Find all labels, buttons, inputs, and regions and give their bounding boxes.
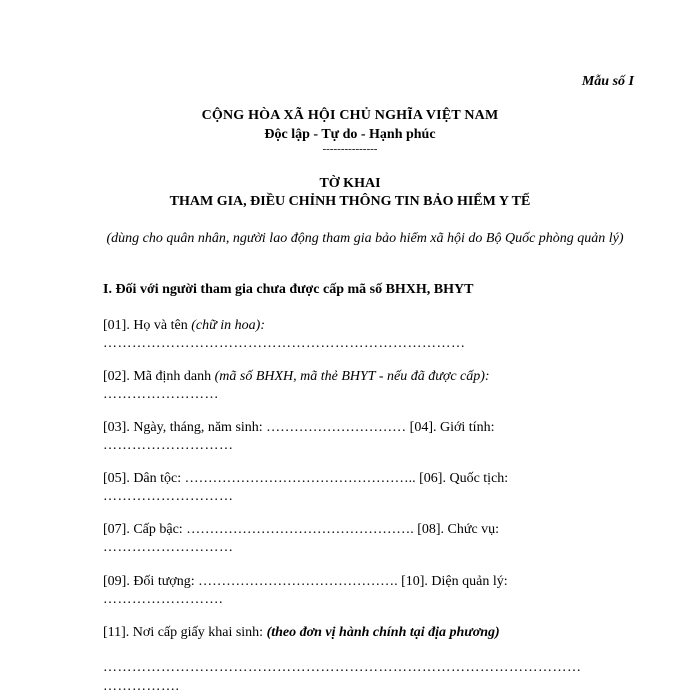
field-11-dots-continued[interactable]: …………….: [103, 679, 180, 694]
field-01-dots[interactable]: …………………………………………………………………: [103, 336, 466, 351]
national-title: CỘNG HÒA XÃ HỘI CHỦ NGHĨA VIỆT NAM: [201, 108, 499, 123]
field-06-dots[interactable]: ………………………: [103, 489, 234, 504]
field-11-hint: (theo đơn vị hành chính tại địa phương): [266, 625, 500, 640]
document-title: TỜ KHAI: [319, 176, 381, 191]
field-08-dots[interactable]: ………………………: [103, 540, 234, 555]
header-divider: ---------------: [322, 143, 378, 155]
document-subtitle: THAM GIA, ĐIỀU CHỈNH THÔNG TIN BẢO HIỂM Y TẾ: [169, 194, 531, 209]
field-10-dots[interactable]: …………………….: [103, 592, 223, 607]
field-09-10-line[interactable]: [09]. Đối tượng: ……………………………………. [10]. Diện quản lý:: [103, 574, 508, 589]
field-01-hint: (chữ in hoa):: [191, 318, 265, 333]
form-number: Mẫu số I: [581, 74, 634, 89]
field-02-label: [103, 369, 490, 385]
field-11-label: [103, 625, 500, 641]
field-04-dots[interactable]: ………………………: [103, 438, 234, 453]
field-07-08-line[interactable]: [07]. Cấp bậc: …………………………………………. [08]. Chức vụ:: [103, 522, 500, 537]
field-05-06-line[interactable]: [05]. Dân tộc: ………………………………………….. [06]. Quốc tịch:: [103, 471, 509, 486]
field-01-label: [103, 318, 265, 334]
section-heading: I. Đối với người tham gia chưa được cấp mã số BHXH, BHYT: [103, 282, 474, 297]
national-motto: Độc lập - Tự do - Hạnh phúc: [264, 127, 436, 142]
usage-note: (dùng cho quân nhân, người lao động tham gia bảo hiểm xã hội do Bộ Quốc phòng quản lý): [106, 231, 624, 246]
field-02-dots[interactable]: ……………………: [103, 387, 219, 402]
field-11-dots[interactable]: ………………………………………………………………………………………: [103, 660, 582, 675]
field-01-name: [01]. Họ và tên: [103, 318, 192, 333]
field-03-04-line[interactable]: [03]. Ngày, tháng, năm sinh: ………………………… [04]. Giới tính:: [103, 420, 495, 435]
field-02-name: [02]. Mã định danh: [103, 369, 215, 384]
field-11-name: [11]. Nơi cấp giấy khai sinh:: [103, 625, 267, 640]
field-02-hint: (mã số BHXH, mã thẻ BHYT - nếu đã được cấp):: [214, 369, 490, 384]
